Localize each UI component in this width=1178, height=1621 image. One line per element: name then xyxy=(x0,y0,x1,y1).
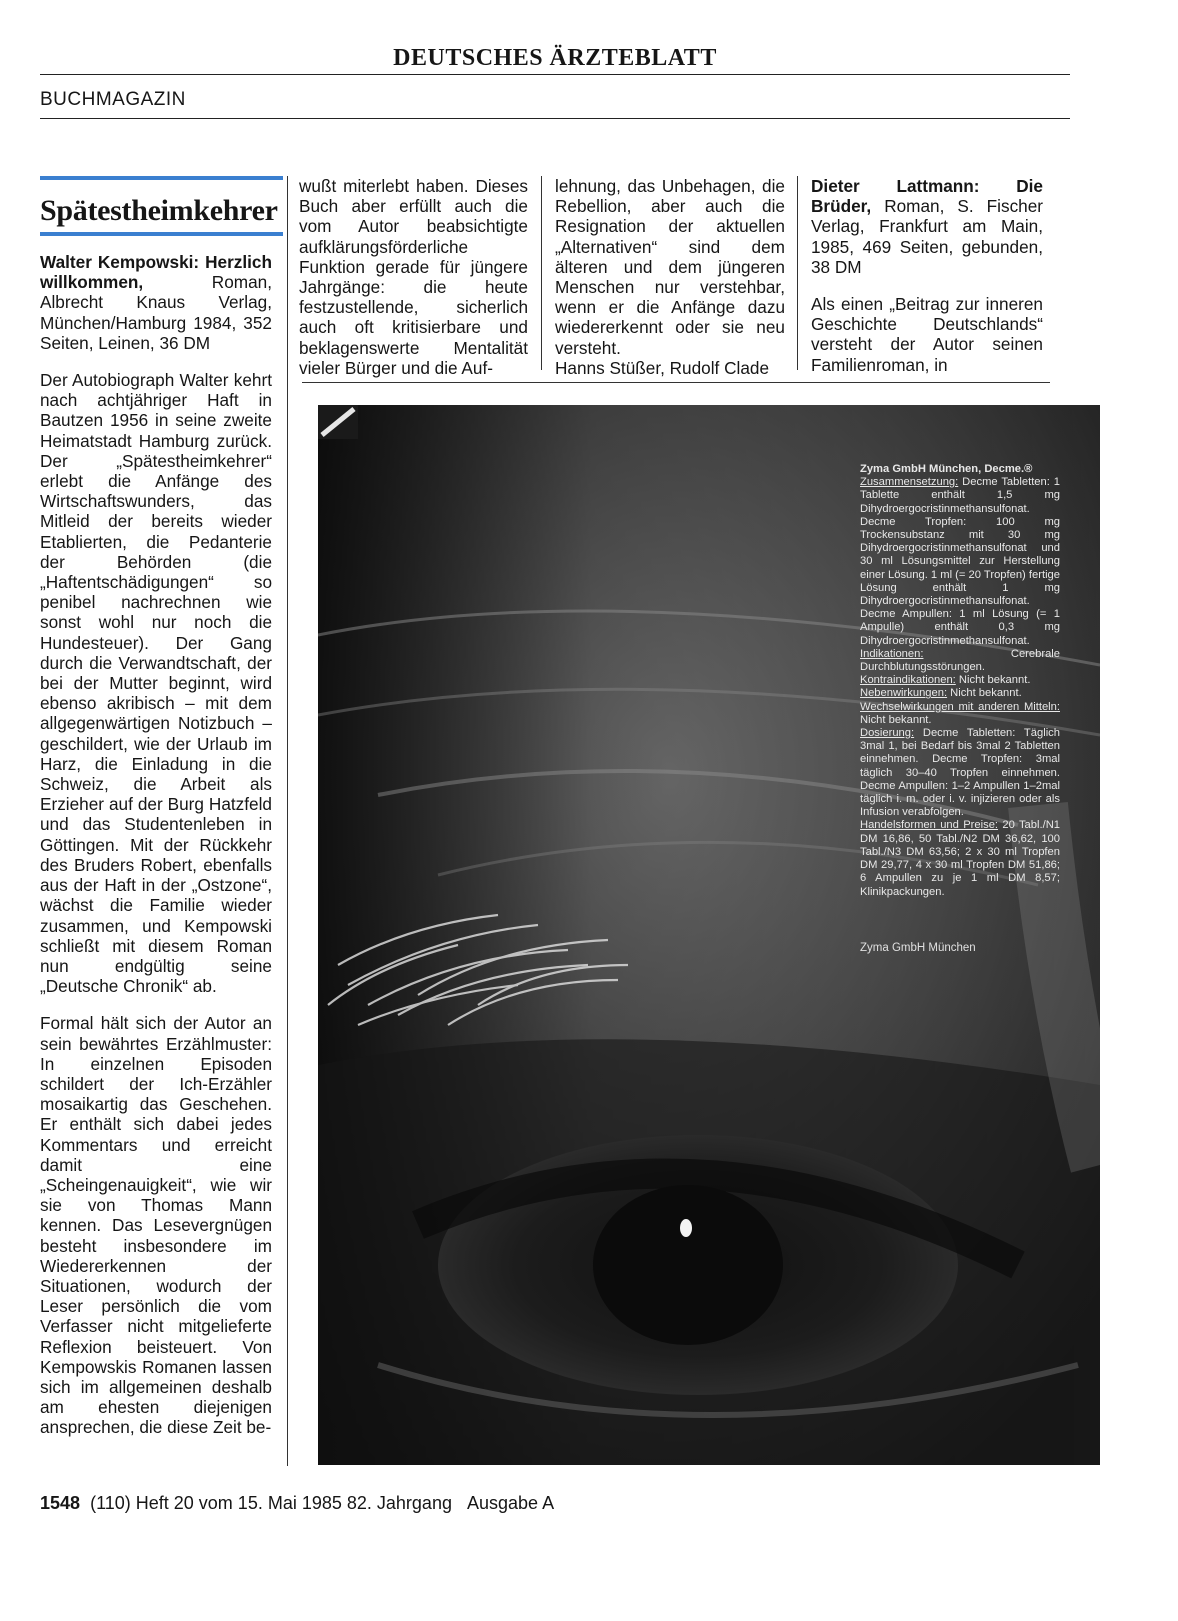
title-bar-top xyxy=(40,176,283,180)
page-number: 1548 xyxy=(40,1493,81,1513)
masthead: DEUTSCHES ÄRZTEBLATT xyxy=(40,44,1070,75)
advertisement-photo xyxy=(318,405,1100,1465)
byline-details: Roman, Albrecht Knaus Verlag, München/Hamburg 1984, 352 Seiten, Leinen, 36 DM xyxy=(40,272,272,353)
ad-footer: Zyma GmbH München xyxy=(860,942,976,954)
ad-line-6: Dosierung: Decme Tabletten: Täglich 3mal 1, bei Bedarf bis 3mal 2 Tabletten einnehmen. Decme Tropfen: 3mal täglich 30–40 Tropfen einnehmen. Decme Ampullen: 1–2 Ampullen 1–2mal täglich i. m. oder i. v. injizieren oder als Infusion verabfolgen. xyxy=(860,727,1060,819)
byline-2-book: Dieter Lattmann: Die Brüder, xyxy=(811,176,1043,217)
section-title: BUCHMAGAZIN xyxy=(40,88,1070,119)
column-2 xyxy=(299,176,528,378)
column-rule-2 xyxy=(541,176,542,370)
ad-line-1: Zusammensetzung: Decme Tabletten: 1 Tablette enthält 1,5 mg Dihydroergocristinmethansulfonat. Decme Tropfen: 100 mg Trockensubstanz mit 30 mg Dihydroergocristinmethansulfonat und 30 ml Lösungsmittel zur Herstellung einer Lösung. 1 ml (= 20 Tropfen) fertige Lösung enthält 1 mg Dihydroergocristinmethansulfonat. Decme Ampullen: 1 ml Lösung (= 1 Ampulle) enthält 0,3 mg Dihydroergocristinmethansulfonat. xyxy=(860,476,1060,647)
article-authors: Hanns Stüßer, Rudolf Clade xyxy=(555,357,770,378)
ad-line-2: Indikationen: Cerebrale Durchblutungsstörungen. xyxy=(860,647,1060,674)
ad-company: Zyma GmbH München, Decme.® xyxy=(860,463,1033,475)
page-footer xyxy=(40,1492,554,1514)
column-2-text: wußt miterlebt haben. Dieses Buch aber erfüllt auch die vom Autor beabsichtigte aufklärungsförderliche Funktion gerade für jüngere Jahrgänge: die heute festzustellende, sicherlich auch oft kritisierbare und beklagenswerte Mentalität vieler Bürger und die Auf- xyxy=(299,176,528,378)
advertisement-text xyxy=(860,463,1060,899)
issue-info: (110) Heft 20 vom 15. Mai 1985 82. Jahrgang xyxy=(90,1493,452,1513)
ad-line-3: Kontraindikationen: Nicht bekannt. xyxy=(860,674,1031,687)
paragraph-2: Formal hält sich der Autor an sein bewährtes Erzählmuster: In einzelnen Episoden schildert der Ich-Erzähler mosaikartig das Geschehen. Er enthält sich dabei jedes Kommentars und erreicht damit eine „Scheingenauigkeit“, wie wir sie von Thomas Mann kennen. Das Lesevergnügen besteht insbesondere im Wiedererkennen der Situationen, wodurch der Leser persönlich die vom Verfasser nicht mitgelieferte Reflexion beisteuert. Von Kempowskis Romanen lassen sich im allgemeinen deshalb am ehesten diejenigen ansprechen, die diese Zeit be- xyxy=(40,1013,272,1438)
separator-rule xyxy=(302,382,1050,383)
column-rule-1 xyxy=(287,176,288,1466)
column-3-text: lehnung, das Unbehagen, die Rebellion, aber auch die Resignation der aktuellen „Alternativen“ sind dem älteren und dem jüngeren Menschen nur verstehbar, wenn er die Anfänge dazu wiedererkennt oder sie neu versteht. xyxy=(555,176,785,358)
zyma-logo-icon xyxy=(318,405,358,439)
byline-2-details: Roman, S. Fischer Verlag, Frankfurt am Main, 1985, 469 Seiten, gebunden, 38 DM xyxy=(811,196,1043,277)
column-4 xyxy=(811,176,1043,375)
byline-2 xyxy=(811,176,1043,277)
paragraph-1: Der Autobiograph Walter kehrt nach achtjähriger Haft in Bautzen 1956 in seine zweite Heimatstadt Hamburg zurück. Der „Spätestheimkehrer“ erlebt die Anfänge des Wirtschaftswunders, das Mitleid der bereits wieder Etablierten, die Pedanterie der Behörden (die „Haftentschädigungen“ so penibel nachrechnen wie sonst wohl nur noch die Hundesteuer). Der Gang durch die Verwandtschaft, der bei der Mutter beginnt, wird ebenso akribisch – mit dem allgegenwärtigen Notizbuch – geschildert, wie der Urlaub im Harz, die Einladung in die Schweiz, die Arbeit als Erzieher auf der Burg Hatzfeld und das Studentenleben in Göttingen. Mit der Rückkehr des Bruders Robert, ebenfalls aus der Haft in der „Ostzone“, wächst die Familie wieder zusammen, und Kempowski schließt mit diesem Roman nun endgültig seine „Deutsche Chronik“ ab. xyxy=(40,370,272,997)
byline xyxy=(40,252,272,353)
title-bar-bottom xyxy=(40,232,283,236)
article-title: Spätestheimkehrer xyxy=(40,194,278,227)
ad-line-5: Wechselwirkungen mit anderen Mitteln: Nicht bekannt. xyxy=(860,700,1060,726)
ad-line-7: Handelsformen und Preise: 20 Tabl./N1 DM 16,86, 50 Tabl./N2 DM 36,62, 100 Tabl./N3 DM 63,56; 2 x 30 ml Tropfen DM 29,77, 4 x 30 ml Tropfen DM 51,86; 6 Ampullen zu je 1 ml DM 8,57; Klinikpackungen. xyxy=(860,819,1060,898)
ad-line-4: Nebenwirkungen: Nicht bekannt. xyxy=(860,687,1022,700)
column-1 xyxy=(40,252,272,1438)
edition: Ausgabe A xyxy=(467,1493,555,1513)
column-3 xyxy=(555,176,785,378)
article-2-paragraph: Als einen „Beitrag zur inneren Geschichte Deutschlands“ versteht der Autor seinen Familienroman, in xyxy=(811,294,1043,375)
byline-book: Walter Kempowski: Herzlich willkommen, xyxy=(40,252,272,293)
column-rule-3 xyxy=(797,176,798,370)
